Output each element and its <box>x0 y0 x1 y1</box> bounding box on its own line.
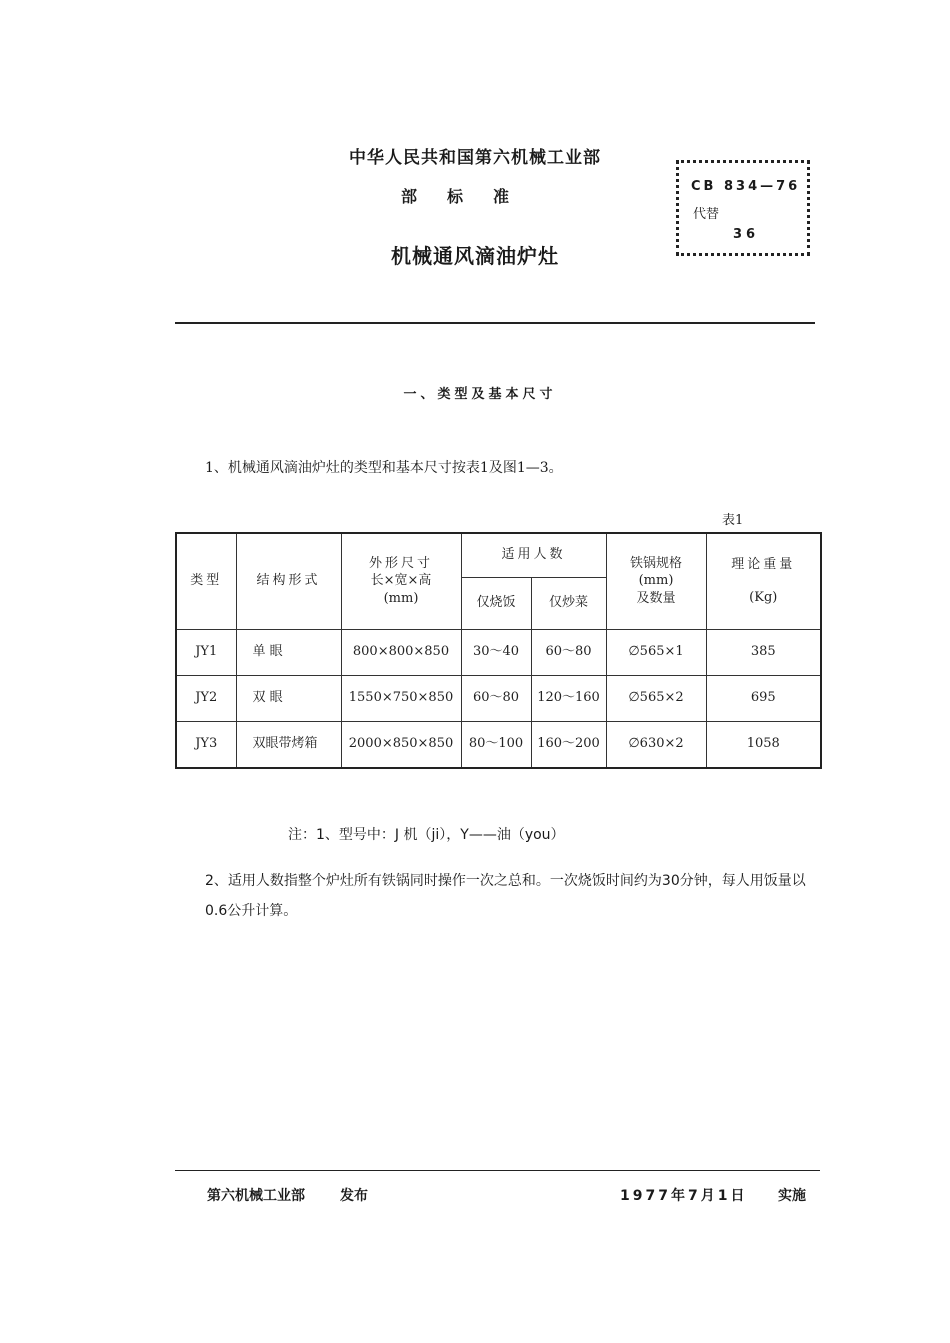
header-wok-unit: (mm) <box>638 573 674 589</box>
cell-rice: 60～80 <box>461 675 531 721</box>
cell-rice: 30～40 <box>461 629 531 675</box>
cell-type: JY2 <box>176 675 236 721</box>
table-row <box>176 675 821 721</box>
document-title: 机械通风滴油炉灶 <box>391 244 559 268</box>
cell-type: JY3 <box>176 721 236 768</box>
header-wok <box>606 533 706 629</box>
cell-stir: 60～80 <box>531 629 606 675</box>
replace-label: 代替 <box>693 207 720 222</box>
cell-rice: 80～100 <box>461 721 531 768</box>
header-dims-title: 外形尺寸 <box>368 555 433 571</box>
cell-structure: 双 眼 <box>236 675 341 721</box>
cell-structure: 双眼带烤箱 <box>236 721 341 768</box>
cell-weight: 1058 <box>706 721 821 768</box>
cell-wok: ∅630×2 <box>606 721 706 768</box>
table-label: 表1 <box>722 513 744 528</box>
cell-wok: ∅565×2 <box>606 675 706 721</box>
cell-stir: 160～200 <box>531 721 606 768</box>
header-type: 类型 <box>176 533 236 629</box>
header-dims-unit: (mm) <box>383 591 419 607</box>
footer-date: 1977年7月1日 <box>620 1188 748 1204</box>
cell-type: JY1 <box>176 629 236 675</box>
spec-table <box>175 532 822 769</box>
header-rice-only: 仅烧饭 <box>461 577 531 629</box>
header-dims-formula: 长×宽×高 <box>370 573 432 589</box>
ministry-title: 中华人民共和国第六机械工业部 <box>349 148 601 168</box>
standard-number-box <box>676 160 810 256</box>
header-stir-fry-only: 仅炒菜 <box>531 577 606 629</box>
header-dimensions <box>341 533 461 629</box>
cell-dims: 800×800×850 <box>341 629 461 675</box>
table-row <box>176 721 821 768</box>
header-weight <box>706 533 821 629</box>
note-2: 2、适用人数指整个炉灶所有铁锅同时操作一次之总和。一次烧饭时间约为30分钟，每人用饭量以0.6公升计算。 <box>205 873 806 919</box>
note-1: 注：1、型号中：J 机（ji），Y——油（you） <box>288 827 565 843</box>
cell-wok: ∅565×1 <box>606 629 706 675</box>
cell-dims: 1550×750×850 <box>341 675 461 721</box>
standard-type: 部标准 <box>400 187 539 206</box>
header-weight-title: 理论重量 <box>731 556 796 572</box>
cell-stir: 120～160 <box>531 675 606 721</box>
cell-structure: 单 眼 <box>236 629 341 675</box>
footer-publisher: 第六机械工业部 <box>207 1188 305 1204</box>
table-row <box>176 629 821 675</box>
cell-weight: 695 <box>706 675 821 721</box>
section-heading: 一、类型及基本尺寸 <box>403 387 557 402</box>
header-divider <box>175 322 815 324</box>
cell-dims: 2000×850×850 <box>341 721 461 768</box>
header-wok-title: 铁锅规格 <box>630 555 683 571</box>
header-structure: 结构形式 <box>236 533 341 629</box>
header-wok-qty: 及数量 <box>636 591 676 607</box>
footer-publish-word: 发布 <box>340 1188 368 1204</box>
header-capacity: 适用人数 <box>461 533 606 577</box>
footer-effective-word: 实施 <box>778 1188 806 1204</box>
replace-number: 36 <box>733 227 760 242</box>
paragraph-1: 1、机械通风滴油炉灶的类型和基本尺寸按表1及图1—3。 <box>205 460 563 476</box>
footer-divider <box>175 1170 820 1171</box>
standard-code: CB 834—76 <box>691 179 801 194</box>
cell-weight: 385 <box>706 629 821 675</box>
header-weight-unit: (Kg) <box>749 590 778 606</box>
